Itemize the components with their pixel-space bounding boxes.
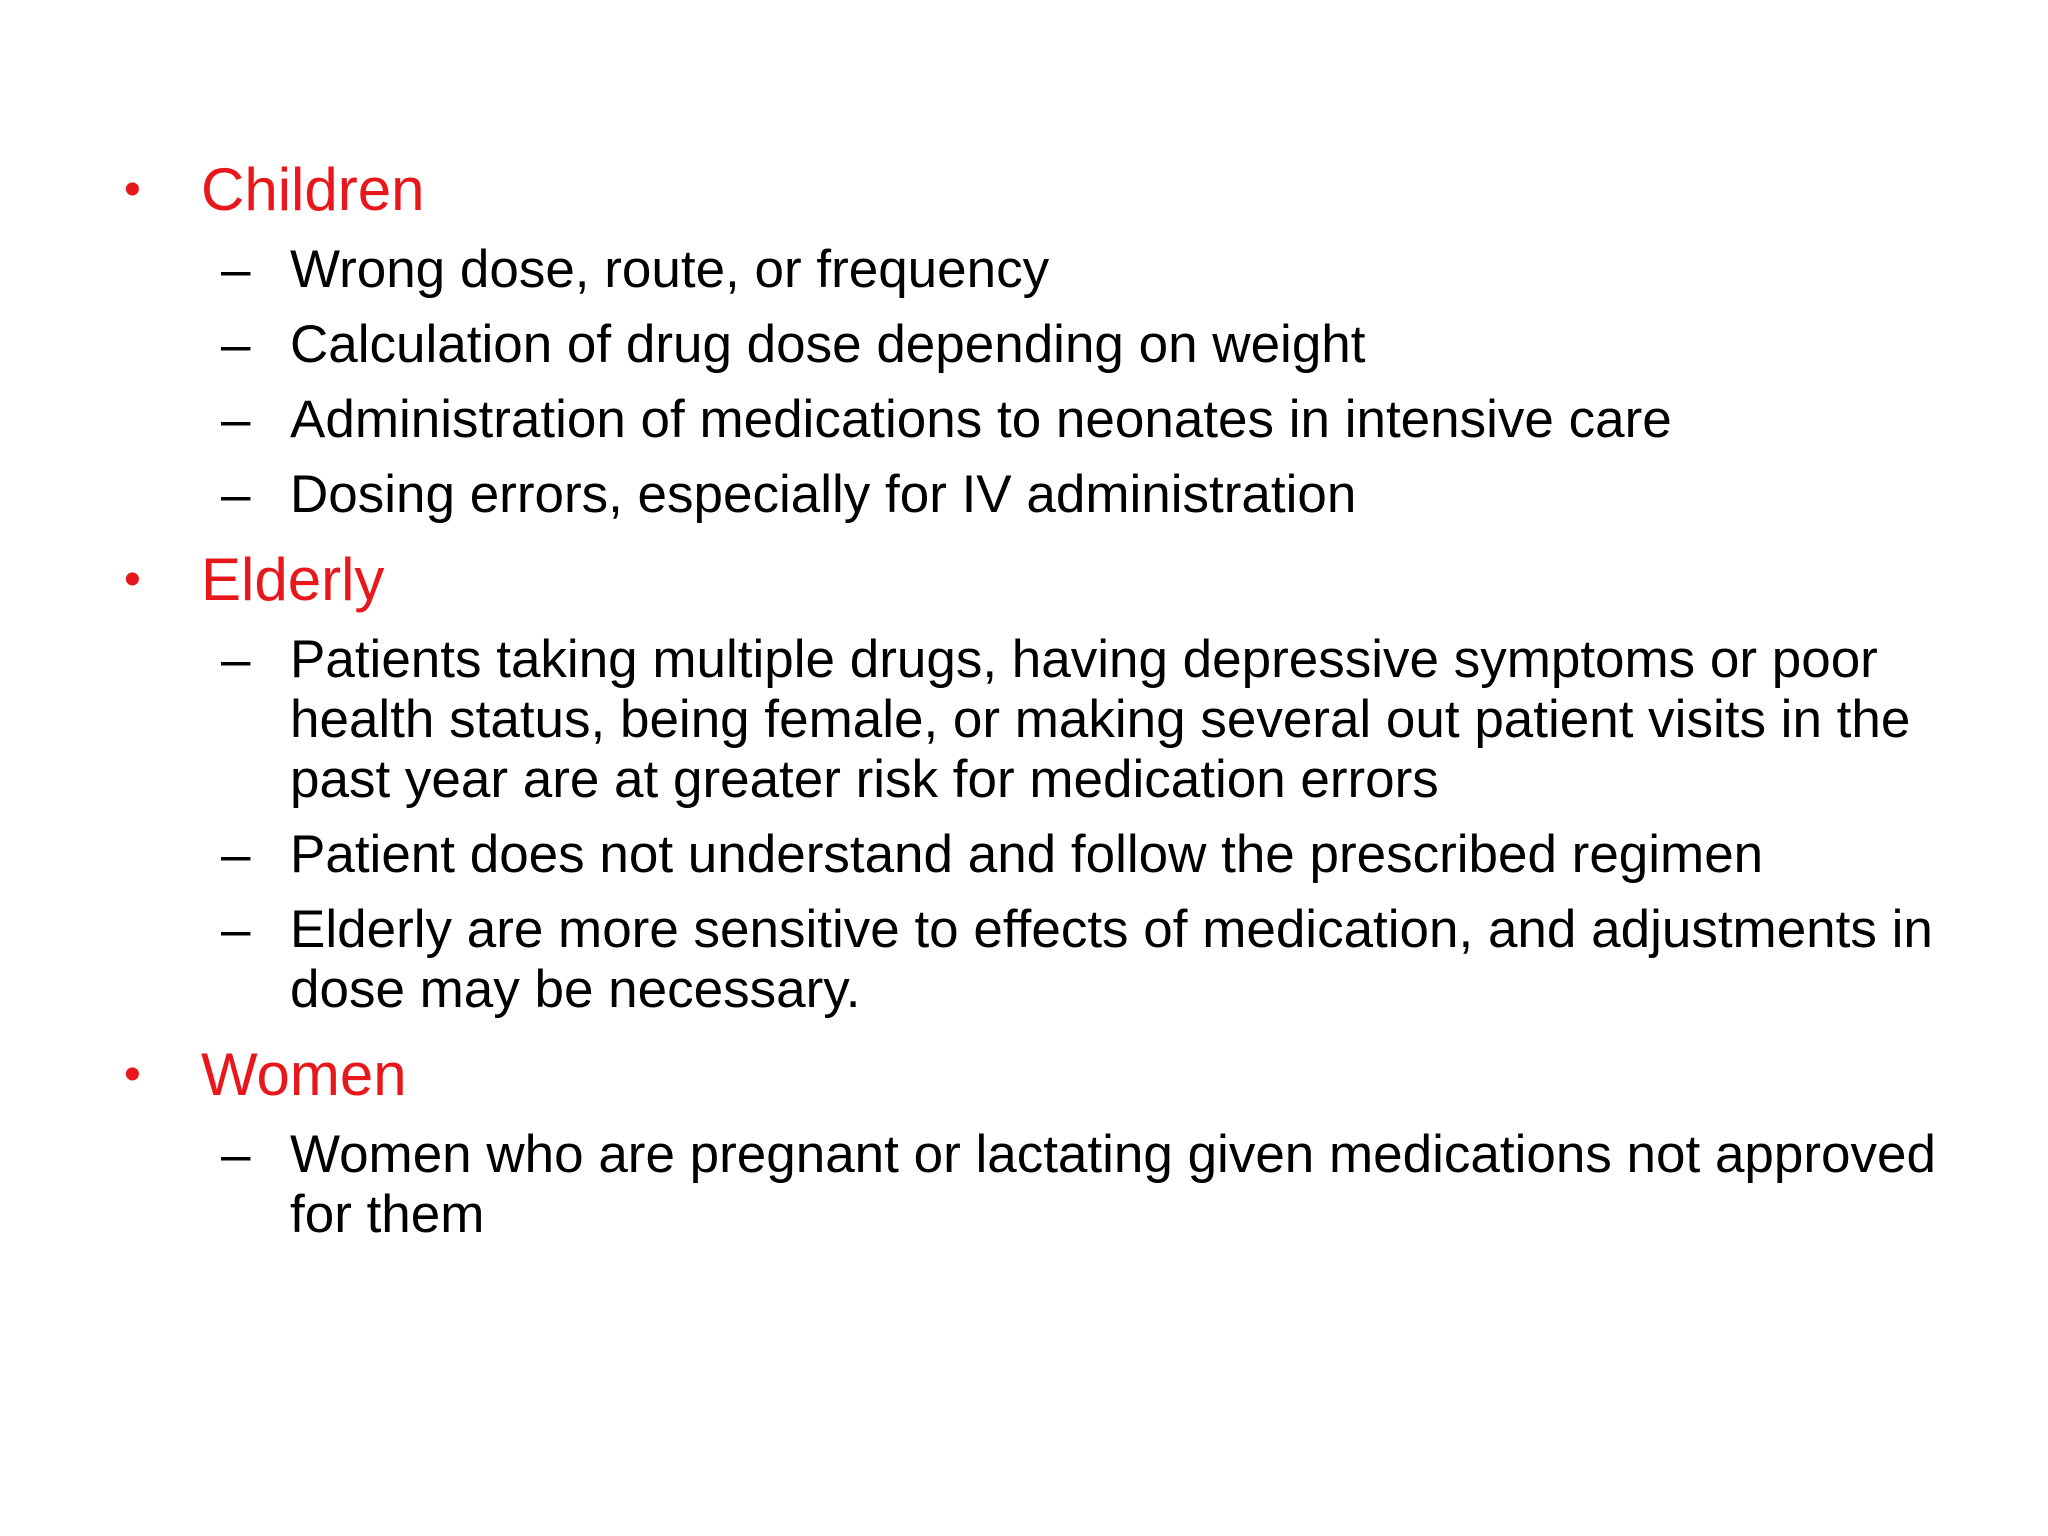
dash-icon: –: [221, 900, 251, 959]
list-item: [0, 390, 2048, 450]
bullet-heading-row: [0, 1035, 2048, 1125]
elderly-sub-list: [0, 630, 2048, 1020]
list-item: [0, 465, 2048, 525]
group-women: [0, 1035, 2048, 1245]
heading-elderly: Elderly: [201, 546, 385, 613]
list-item-text: Patient does not understand and follow the prescribed regimen: [290, 825, 1764, 884]
list-item-text: Wrong dose, route, or frequency: [290, 240, 1050, 299]
list-item-text: Administration of medications to neonates in intensive care: [290, 390, 1672, 449]
bullet-dot-icon: •: [124, 163, 141, 216]
list-item: [0, 315, 2048, 375]
dash-icon: –: [221, 315, 251, 374]
bullet-dot-icon: •: [124, 553, 141, 606]
dash-icon: –: [221, 240, 251, 299]
dash-icon: –: [221, 630, 251, 689]
bullet-dot-icon: •: [124, 1048, 141, 1101]
group-elderly: [0, 540, 2048, 1020]
list-item-text: Patients taking multiple drugs, having depressive symptoms or poor health status, being female, or making several out patient visits in the past year are at greater risk for medication errors: [290, 630, 1911, 809]
group-children: [0, 150, 2048, 525]
dash-icon: –: [221, 390, 251, 449]
list-item: [0, 240, 2048, 300]
list-item: [0, 900, 2048, 1020]
heading-women: Women: [201, 1041, 407, 1108]
bullet-heading-row: [0, 150, 2048, 240]
list-item-text: Dosing errors, especially for IV administration: [290, 465, 1357, 524]
list-item: [0, 825, 2048, 885]
dash-icon: –: [221, 825, 251, 884]
list-item: [0, 630, 2048, 810]
list-item-text: Elderly are more sensitive to effects of medication, and adjustments in dose may be necessary.: [290, 900, 1933, 1019]
heading-children: Children: [201, 156, 425, 223]
slide-content: [0, 150, 2048, 1260]
list-item-text: Women who are pregnant or lactating given medications not approved for them: [290, 1125, 1936, 1244]
dash-icon: –: [221, 1125, 251, 1184]
list-item-text: Calculation of drug dose depending on weight: [290, 315, 1366, 374]
bullet-heading-row: [0, 540, 2048, 630]
dash-icon: –: [221, 465, 251, 524]
list-item: [0, 1125, 2048, 1245]
women-sub-list: [0, 1125, 2048, 1245]
children-sub-list: [0, 240, 2048, 525]
